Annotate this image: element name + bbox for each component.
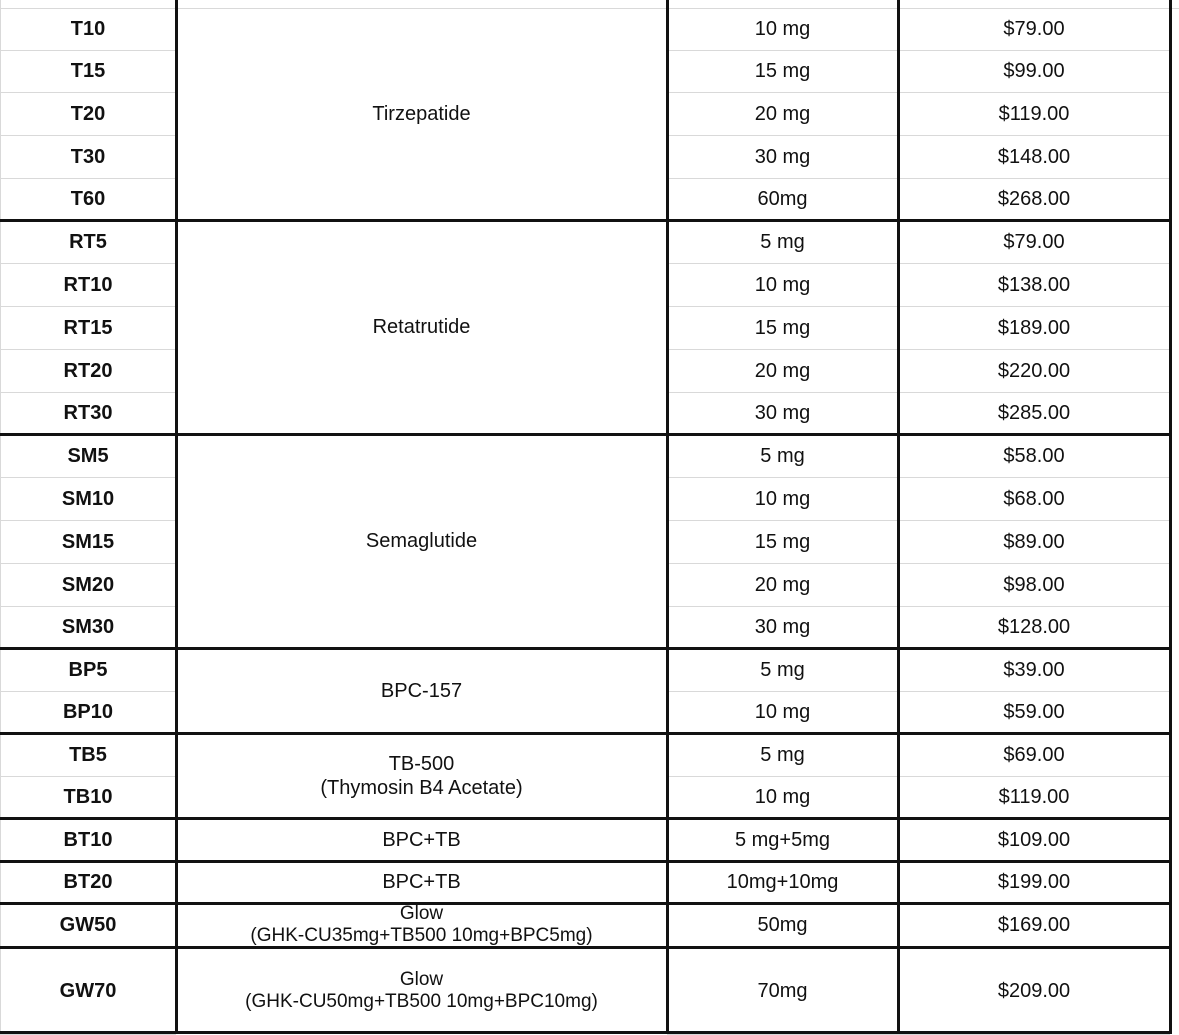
price-cell: $99.00: [1003, 60, 1065, 82]
product-name: TB-500 (Thymosin B4 Acetate): [320, 752, 523, 799]
dose-cell: 70mg: [757, 979, 808, 1002]
product-code: SM5: [67, 444, 109, 467]
product-code: GW70: [59, 979, 117, 1002]
product-code: RT5: [69, 230, 107, 253]
price-cell: $58.00: [1003, 444, 1065, 467]
product-code: RT15: [63, 316, 113, 339]
product-name: BPC-157: [380, 679, 463, 702]
dose-cell: 20 mg: [754, 359, 811, 382]
product-name: Retatrutide: [372, 316, 471, 338]
price-cell: $189.00: [997, 316, 1071, 339]
dose-cell: 15 mg: [754, 60, 811, 82]
price-cell: $109.00: [997, 828, 1071, 851]
dose-cell: 30 mg: [754, 402, 811, 424]
dose-cell: 20 mg: [754, 573, 811, 596]
product-name: Glow (GHK-CU35mg+TB500 10mg+BPC5mg): [250, 903, 593, 946]
dose-cell: 5 mg: [760, 230, 805, 253]
price-cell: $98.00: [1003, 573, 1065, 596]
product-code: RT20: [63, 359, 113, 382]
product-code: SM20: [61, 573, 115, 596]
dose-cell: 10 mg: [754, 701, 811, 723]
dose-cell: 15 mg: [754, 316, 811, 339]
product-code: BT20: [63, 871, 113, 893]
price-cell: $128.00: [997, 616, 1071, 638]
product-code: T60: [70, 188, 106, 210]
dose-cell: 5 mg+5mg: [734, 828, 831, 851]
price-cell: $119.00: [998, 786, 1070, 808]
dose-cell: 15 mg: [754, 530, 811, 553]
price-cell: $199.00: [997, 871, 1071, 893]
dose-cell: 10 mg: [754, 487, 811, 510]
product-code: RT10: [63, 273, 113, 296]
price-cell: $79.00: [1003, 18, 1065, 40]
dose-cell: 5 mg: [760, 444, 805, 467]
product-name: BPC+TB: [382, 871, 461, 893]
price-cell: $69.00: [1003, 743, 1065, 766]
product-code: T15: [70, 60, 106, 82]
product-code: SM10: [61, 487, 115, 510]
dose-cell: 10mg+10mg: [726, 871, 839, 893]
product-code: RT30: [63, 402, 113, 424]
price-cell: $209.00: [997, 979, 1071, 1002]
dose-cell: 10 mg: [754, 18, 811, 40]
price-cell: $39.00: [1003, 658, 1065, 681]
product-code: TB5: [69, 743, 107, 766]
product-name: BPC+TB: [382, 828, 461, 851]
product-code: BP5: [68, 658, 108, 681]
product-code: SM15: [61, 530, 115, 553]
price-cell: $119.00: [998, 102, 1070, 125]
dose-cell: 60mg: [757, 188, 808, 210]
product-code: GW50: [59, 914, 117, 936]
dose-cell: 10 mg: [754, 786, 811, 808]
dose-cell: 50mg: [757, 914, 808, 936]
product-code: BT10: [63, 828, 113, 851]
price-cell: $68.00: [1003, 487, 1065, 510]
dose-cell: 5 mg: [760, 658, 805, 681]
dose-cell: 30 mg: [754, 616, 811, 638]
price-cell: $148.00: [997, 145, 1071, 168]
price-cell: $89.00: [1003, 530, 1065, 553]
price-cell: $268.00: [997, 188, 1071, 210]
product-code: T30: [70, 145, 106, 168]
product-name: Glow (GHK-CU50mg+TB500 10mg+BPC10mg): [245, 968, 598, 1012]
price-cell: $138.00: [997, 273, 1071, 296]
dose-cell: 5 mg: [760, 743, 805, 766]
dose-cell: 10 mg: [754, 273, 811, 296]
product-code: BP10: [62, 701, 114, 723]
dose-cell: 20 mg: [754, 102, 811, 125]
price-cell: $285.00: [997, 402, 1071, 424]
price-cell: $220.00: [997, 359, 1071, 382]
product-code: SM30: [61, 616, 115, 638]
product-code: T10: [70, 18, 106, 40]
price-cell: $79.00: [1003, 230, 1065, 253]
product-code: TB10: [63, 786, 113, 808]
dose-cell: 30 mg: [754, 145, 811, 168]
product-name: Semaglutide: [365, 530, 478, 552]
product-name: Tirzepatide: [372, 103, 471, 125]
price-cell: $169.00: [997, 914, 1071, 936]
price-cell: $59.00: [1003, 701, 1065, 723]
product-code: T20: [70, 102, 106, 125]
